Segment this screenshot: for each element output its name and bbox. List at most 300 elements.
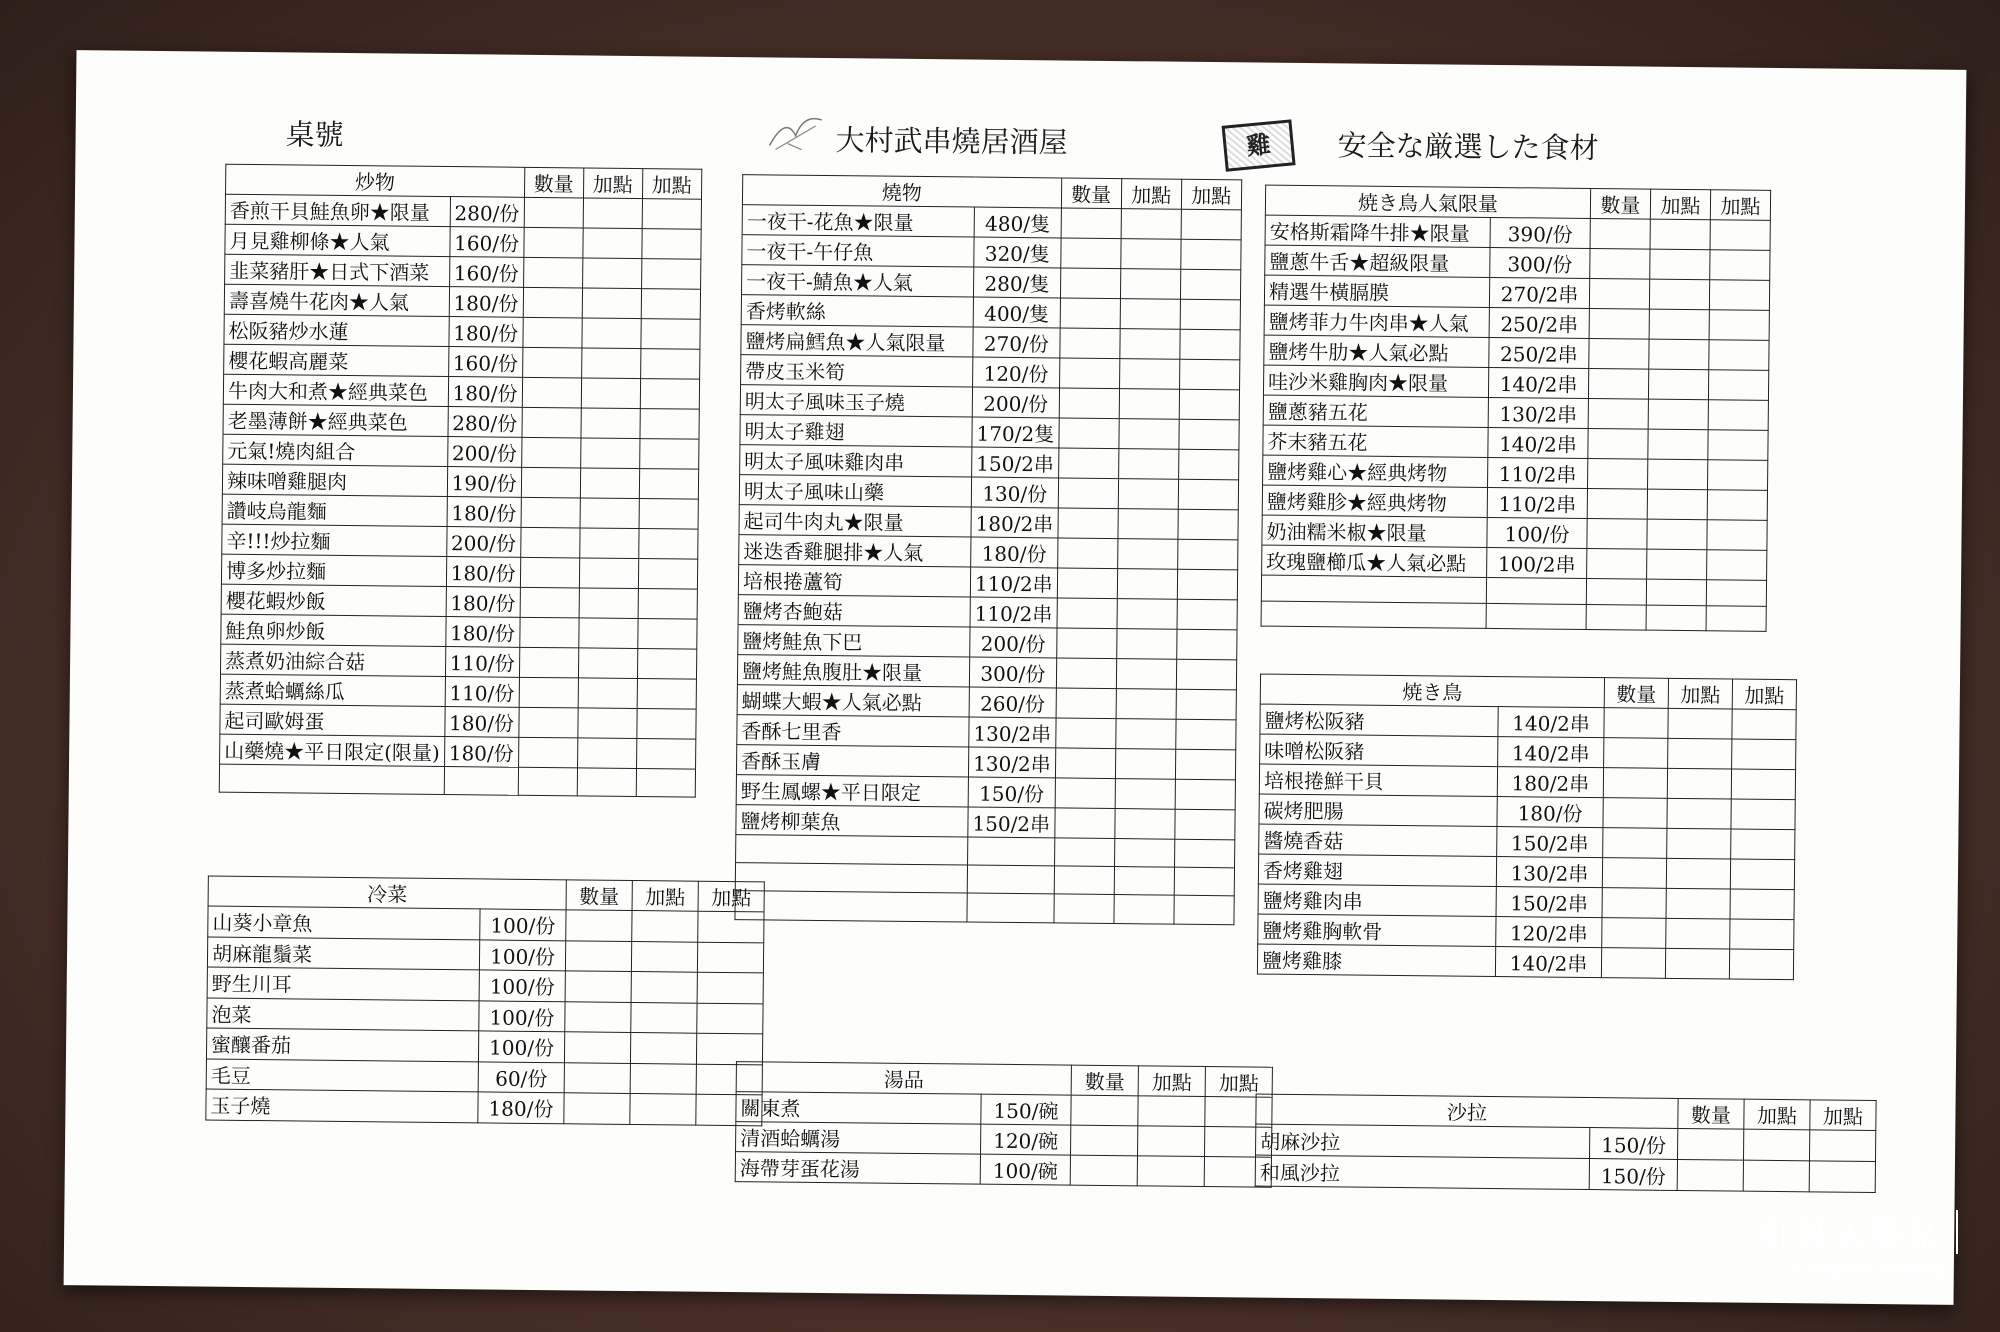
warning-triangle-icon: ⚠ bbox=[1788, 1260, 1804, 1280]
menu-item-row bbox=[221, 554, 697, 589]
quantity-cell[interactable] bbox=[565, 971, 631, 1002]
menu-item-name: 鹽烤杏鮑菇 bbox=[738, 595, 970, 627]
add-order-cell[interactable] bbox=[1174, 896, 1234, 925]
menu-item-price: 100/份 bbox=[479, 939, 565, 970]
add-order-cell[interactable] bbox=[1707, 550, 1767, 581]
add-order-cell[interactable] bbox=[1647, 489, 1707, 520]
add-order-cell[interactable] bbox=[579, 528, 638, 559]
add-order-cell[interactable] bbox=[636, 739, 695, 770]
add-order-cell[interactable] bbox=[583, 198, 642, 229]
add-order-cell[interactable] bbox=[1175, 779, 1235, 810]
menu-item-price: 400/隻 bbox=[973, 297, 1060, 328]
menu-item-row bbox=[735, 1152, 1271, 1188]
add-order-cell[interactable] bbox=[1116, 689, 1176, 720]
add-order-cell[interactable] bbox=[577, 738, 636, 769]
add-order-cell[interactable] bbox=[1178, 449, 1238, 480]
add-order-cell[interactable] bbox=[1666, 888, 1730, 919]
menu-item-name: 安格斯霜降牛排★限量 bbox=[1265, 215, 1490, 247]
add-order-cell[interactable] bbox=[1116, 659, 1176, 690]
quantity-cell[interactable] bbox=[1061, 208, 1121, 239]
quantity-cell[interactable] bbox=[524, 197, 583, 228]
add-order-cell[interactable] bbox=[1178, 509, 1238, 540]
menu-item-row bbox=[739, 475, 1238, 510]
add-order-cell[interactable] bbox=[1121, 209, 1181, 240]
quantity-cell[interactable] bbox=[1054, 894, 1114, 923]
add-order-cell[interactable] bbox=[1668, 708, 1732, 739]
quantity-cell[interactable] bbox=[1604, 708, 1668, 739]
add-order-cell[interactable] bbox=[1731, 799, 1795, 830]
menu-item-name: 毛豆 bbox=[206, 1059, 478, 1092]
add-order-column-header: 加點 bbox=[1732, 679, 1796, 710]
add-order-cell[interactable] bbox=[1180, 239, 1240, 270]
quantity-cell[interactable] bbox=[1590, 218, 1650, 249]
add-order-cell[interactable] bbox=[631, 1002, 697, 1033]
quantity-cell[interactable] bbox=[522, 347, 581, 378]
quantity-cell[interactable] bbox=[1588, 368, 1648, 399]
add-order-cell[interactable] bbox=[639, 469, 698, 500]
add-order-cell[interactable] bbox=[639, 499, 698, 530]
add-order-cell[interactable] bbox=[1667, 798, 1731, 829]
quantity-cell[interactable] bbox=[1060, 298, 1120, 329]
quantity-cell[interactable] bbox=[1055, 778, 1115, 809]
quantity-cell[interactable] bbox=[1586, 604, 1646, 630]
menu-item-price: 150/2串 bbox=[968, 807, 1055, 838]
add-order-cell[interactable] bbox=[1743, 1160, 1809, 1192]
add-order-cell[interactable] bbox=[581, 378, 640, 409]
add-order-cell[interactable] bbox=[579, 588, 638, 619]
quantity-cell[interactable] bbox=[1588, 398, 1648, 429]
add-order-cell[interactable] bbox=[1709, 280, 1769, 311]
add-order-cell[interactable] bbox=[1708, 460, 1768, 491]
add-order-cell[interactable] bbox=[1709, 340, 1769, 371]
menu-item-price: 180/份 bbox=[444, 707, 518, 738]
menu-item-price: 130/份 bbox=[971, 477, 1058, 508]
quantity-cell[interactable] bbox=[1054, 808, 1114, 839]
section-title: 燒物 bbox=[742, 175, 1061, 208]
add-order-cell[interactable] bbox=[1138, 1096, 1205, 1127]
quantity-cell[interactable] bbox=[1589, 278, 1649, 309]
add-order-cell[interactable] bbox=[1708, 400, 1768, 431]
add-order-cell[interactable] bbox=[640, 319, 699, 350]
quantity-cell[interactable] bbox=[1057, 598, 1117, 629]
add-order-cell[interactable] bbox=[582, 228, 641, 259]
menu-item-name: 鹽烤雞膝 bbox=[1257, 944, 1495, 976]
quantity-cell[interactable] bbox=[1058, 448, 1118, 479]
menu-item-price: 270/份 bbox=[973, 327, 1060, 358]
add-order-cell[interactable] bbox=[1137, 1156, 1204, 1187]
add-order-cell[interactable] bbox=[1710, 220, 1770, 251]
add-order-cell[interactable] bbox=[1176, 659, 1236, 690]
quantity-cell[interactable] bbox=[523, 287, 582, 318]
add-order-cell[interactable] bbox=[631, 971, 697, 1002]
add-order-cell[interactable] bbox=[1706, 580, 1766, 606]
quantity-cell[interactable] bbox=[1602, 888, 1666, 919]
add-order-cell[interactable] bbox=[1119, 419, 1179, 450]
add-order-cell[interactable] bbox=[630, 1093, 696, 1124]
quantity-cell[interactable] bbox=[521, 497, 580, 528]
add-order-cell[interactable] bbox=[1668, 738, 1732, 769]
menu-item-row bbox=[736, 745, 1235, 780]
quantity-cell[interactable] bbox=[1603, 798, 1667, 829]
add-order-cell[interactable] bbox=[638, 589, 697, 620]
quantity-cell[interactable] bbox=[1589, 308, 1649, 339]
quantity-cell[interactable] bbox=[519, 677, 578, 708]
add-order-cell[interactable] bbox=[1120, 269, 1180, 300]
add-order-cell[interactable] bbox=[1708, 430, 1768, 461]
add-order-cell[interactable] bbox=[639, 439, 698, 470]
quantity-cell[interactable] bbox=[566, 910, 632, 941]
add-order-cell[interactable] bbox=[697, 942, 763, 973]
add-order-cell[interactable] bbox=[1177, 569, 1237, 600]
menu-item-price: 260/份 bbox=[969, 687, 1056, 718]
menu-item-price: 320/隻 bbox=[974, 237, 1061, 268]
quantity-cell[interactable] bbox=[522, 377, 581, 408]
menu-item-name: 一夜干-花魚★限量 bbox=[742, 205, 974, 237]
quantity-cell[interactable] bbox=[1058, 508, 1118, 539]
menu-item-row bbox=[1257, 944, 1793, 980]
add-order-cell[interactable] bbox=[1710, 250, 1770, 281]
quantity-cell[interactable] bbox=[520, 557, 579, 588]
add-order-cell[interactable] bbox=[1118, 479, 1178, 510]
add-order-cell[interactable] bbox=[1118, 449, 1178, 480]
menu-item-row bbox=[225, 194, 701, 229]
add-order-cell[interactable] bbox=[631, 941, 697, 972]
add-order-cell[interactable] bbox=[1649, 309, 1709, 340]
quantity-cell[interactable] bbox=[1071, 1125, 1138, 1156]
menu-item-name: 鹽烤柳葉魚 bbox=[736, 805, 968, 837]
add-order-cell[interactable] bbox=[582, 288, 641, 319]
menu-item-row bbox=[220, 644, 696, 679]
add-order-cell[interactable] bbox=[640, 379, 699, 410]
add-order-cell[interactable] bbox=[1175, 719, 1235, 750]
add-order-cell[interactable] bbox=[1115, 749, 1175, 780]
add-order-cell[interactable] bbox=[582, 258, 641, 289]
quantity-cell[interactable] bbox=[1059, 358, 1119, 389]
add-order-cell[interactable] bbox=[578, 618, 637, 649]
quantity-cell[interactable] bbox=[518, 767, 577, 796]
add-order-cell[interactable] bbox=[581, 318, 640, 349]
add-order-cell[interactable] bbox=[1731, 769, 1795, 800]
add-order-cell[interactable] bbox=[1179, 359, 1239, 390]
add-order-cell[interactable] bbox=[640, 409, 699, 440]
add-order-cell[interactable] bbox=[1666, 858, 1730, 889]
add-order-column-header: 加點 bbox=[1138, 1066, 1205, 1097]
add-order-cell[interactable] bbox=[640, 349, 699, 380]
add-order-cell[interactable] bbox=[1115, 719, 1175, 750]
add-order-cell[interactable] bbox=[1729, 949, 1793, 980]
add-order-cell[interactable] bbox=[1179, 389, 1239, 420]
menu-item-name: 起司牛肉丸★限量 bbox=[739, 505, 971, 537]
add-order-cell[interactable] bbox=[1648, 399, 1708, 430]
add-order-cell[interactable] bbox=[577, 708, 636, 739]
add-order-cell[interactable] bbox=[1706, 605, 1766, 631]
add-order-cell[interactable] bbox=[1707, 520, 1767, 551]
menu-item-row bbox=[1262, 545, 1767, 580]
add-order-cell[interactable] bbox=[581, 348, 640, 379]
add-order-cell[interactable] bbox=[1118, 509, 1178, 540]
add-order-cell[interactable] bbox=[1650, 249, 1710, 280]
menu-item-name bbox=[1261, 601, 1486, 629]
add-order-cell[interactable] bbox=[1180, 299, 1240, 330]
quantity-cell[interactable] bbox=[1603, 828, 1667, 859]
add-order-cell[interactable] bbox=[1732, 739, 1796, 770]
add-order-cell[interactable] bbox=[1649, 339, 1709, 370]
add-order-cell[interactable] bbox=[1119, 329, 1179, 360]
quantity-cell[interactable] bbox=[518, 737, 577, 768]
add-order-cell[interactable] bbox=[636, 769, 695, 798]
add-order-cell[interactable] bbox=[1177, 539, 1237, 570]
menu-item-row bbox=[738, 595, 1237, 630]
menu-item-name: 海帶芽蛋花湯 bbox=[735, 1152, 980, 1185]
menu-item-row bbox=[739, 535, 1238, 570]
menu-item-price: 180/份 bbox=[447, 497, 521, 528]
add-order-cell[interactable] bbox=[637, 649, 696, 680]
add-order-cell[interactable] bbox=[1646, 579, 1706, 605]
menu-item-price: 110/份 bbox=[445, 677, 519, 708]
quantity-cell[interactable] bbox=[1056, 628, 1116, 659]
quantity-cell[interactable] bbox=[1588, 428, 1648, 459]
add-order-cell[interactable] bbox=[1120, 299, 1180, 330]
menu-item-name: 明太子風味雞肉串 bbox=[740, 445, 972, 477]
quantity-cell[interactable] bbox=[564, 1032, 630, 1063]
menu-item-name: 明太子風味玉子燒 bbox=[740, 385, 972, 417]
quantity-cell[interactable] bbox=[522, 407, 581, 438]
add-order-cell[interactable] bbox=[638, 559, 697, 590]
add-order-cell[interactable] bbox=[1179, 329, 1239, 360]
quantity-cell[interactable] bbox=[1586, 578, 1646, 604]
add-order-cell[interactable] bbox=[1665, 948, 1729, 979]
quantity-cell[interactable] bbox=[523, 227, 582, 258]
quantity-cell[interactable] bbox=[519, 647, 578, 678]
add-order-cell[interactable] bbox=[1119, 389, 1179, 420]
quantity-cell[interactable] bbox=[520, 527, 579, 558]
add-order-cell[interactable] bbox=[1114, 809, 1174, 840]
quantity-cell[interactable] bbox=[1603, 768, 1667, 799]
add-order-cell[interactable] bbox=[1177, 599, 1237, 630]
add-order-cell[interactable] bbox=[1809, 1161, 1875, 1193]
menu-item-name: 辛!!!炒拉麵 bbox=[222, 524, 447, 556]
quantity-cell[interactable] bbox=[1601, 948, 1665, 979]
quantity-cell[interactable] bbox=[522, 317, 581, 348]
add-order-cell[interactable] bbox=[1119, 359, 1179, 390]
add-order-cell[interactable] bbox=[1117, 569, 1177, 600]
add-order-cell[interactable] bbox=[1646, 605, 1706, 631]
menu-item-price bbox=[1486, 603, 1586, 630]
quantity-cell[interactable] bbox=[1587, 488, 1647, 519]
add-order-cell[interactable] bbox=[1181, 209, 1241, 240]
add-order-cell[interactable] bbox=[1647, 519, 1707, 550]
quantity-cell[interactable] bbox=[520, 587, 579, 618]
quantity-cell[interactable] bbox=[1054, 838, 1114, 867]
add-order-cell[interactable] bbox=[1114, 867, 1174, 896]
add-order-column-header: 加點 bbox=[1744, 1099, 1810, 1130]
add-order-cell[interactable] bbox=[636, 709, 695, 740]
menu-item-price: 160/份 bbox=[448, 347, 522, 378]
add-order-cell[interactable] bbox=[637, 619, 696, 650]
add-order-cell[interactable] bbox=[697, 1003, 763, 1034]
menu-item-price: 140/2串 bbox=[1498, 707, 1604, 738]
add-order-cell[interactable] bbox=[1180, 269, 1240, 300]
add-order-cell[interactable] bbox=[1176, 629, 1236, 660]
quantity-cell[interactable] bbox=[1059, 388, 1119, 419]
add-order-cell[interactable] bbox=[1650, 219, 1710, 250]
menu-item-row bbox=[222, 494, 698, 529]
quantity-cell[interactable] bbox=[1057, 538, 1117, 569]
add-order-cell[interactable] bbox=[1730, 859, 1794, 890]
add-order-cell[interactable] bbox=[630, 1063, 696, 1094]
quantity-column-header: 數量 bbox=[1061, 178, 1121, 209]
menu-item-name: 蒸煮奶油綜合菇 bbox=[220, 644, 445, 676]
menu-item-name bbox=[1261, 575, 1486, 603]
add-order-column-header: 加點 bbox=[1205, 1067, 1272, 1098]
menu-item-price: 60/份 bbox=[478, 1061, 564, 1092]
add-order-cell[interactable] bbox=[1648, 369, 1708, 400]
menu-item-name: 辣味噌雞腿肉 bbox=[222, 464, 447, 496]
add-order-cell[interactable] bbox=[1667, 828, 1731, 859]
menu-item-price: 110/2串 bbox=[970, 597, 1057, 628]
add-order-cell[interactable] bbox=[580, 438, 639, 469]
quantity-cell[interactable] bbox=[521, 437, 580, 468]
quantity-cell[interactable] bbox=[1060, 268, 1120, 299]
add-order-cell[interactable] bbox=[1730, 919, 1794, 950]
quantity-cell[interactable] bbox=[1055, 718, 1115, 749]
quantity-cell[interactable] bbox=[1677, 1128, 1743, 1160]
add-order-cell[interactable] bbox=[1178, 479, 1238, 510]
add-order-cell[interactable] bbox=[579, 558, 638, 589]
quantity-cell[interactable] bbox=[1587, 548, 1647, 579]
quantity-cell[interactable] bbox=[565, 1001, 631, 1032]
quantity-cell[interactable] bbox=[564, 1062, 630, 1093]
quantity-cell[interactable] bbox=[1070, 1155, 1137, 1186]
add-order-cell[interactable] bbox=[1648, 429, 1708, 460]
add-order-cell[interactable] bbox=[1730, 889, 1794, 920]
menu-item-row bbox=[738, 625, 1237, 660]
add-order-cell[interactable] bbox=[642, 199, 701, 230]
menu-item-row bbox=[1263, 425, 1768, 460]
add-order-cell[interactable] bbox=[1175, 749, 1235, 780]
quantity-cell[interactable] bbox=[1677, 1159, 1743, 1191]
menu-item-row bbox=[736, 805, 1235, 840]
quantity-cell[interactable] bbox=[519, 617, 578, 648]
add-order-cell[interactable] bbox=[696, 1033, 762, 1064]
menu-item-price: 170/2隻 bbox=[972, 417, 1059, 448]
add-order-cell[interactable] bbox=[1117, 539, 1177, 570]
quantity-cell[interactable] bbox=[521, 467, 580, 498]
quantity-cell[interactable] bbox=[518, 707, 577, 738]
yakitori-table bbox=[1257, 674, 1797, 981]
menu-item-name: 博多炒拉麵 bbox=[221, 554, 446, 586]
add-order-cell[interactable] bbox=[1707, 490, 1767, 521]
watermark-title: 軒軒去哪兒 bbox=[1762, 1210, 1958, 1254]
add-order-cell[interactable] bbox=[1732, 709, 1796, 740]
add-order-cell[interactable] bbox=[637, 679, 696, 710]
add-order-cell[interactable] bbox=[1649, 279, 1709, 310]
add-order-cell[interactable] bbox=[1179, 419, 1239, 450]
menu-item-price: 300/份 bbox=[969, 657, 1056, 688]
add-order-cell[interactable] bbox=[1708, 370, 1768, 401]
quantity-cell[interactable] bbox=[1604, 738, 1668, 769]
menu-item-row bbox=[741, 355, 1240, 390]
add-order-cell[interactable] bbox=[1666, 918, 1730, 949]
add-order-cell[interactable] bbox=[697, 972, 763, 1003]
add-order-cell[interactable] bbox=[1809, 1130, 1875, 1162]
quantity-cell[interactable] bbox=[1057, 568, 1117, 599]
add-order-cell[interactable] bbox=[641, 289, 700, 320]
menu-item-name: 韭菜豬肝★日式下酒菜 bbox=[225, 254, 450, 286]
menu-item-price: 280/份 bbox=[450, 197, 524, 228]
menu-item-price: 200/份 bbox=[447, 437, 521, 468]
quantity-cell[interactable] bbox=[1059, 328, 1119, 359]
quantity-cell[interactable] bbox=[1590, 248, 1650, 279]
quantity-cell[interactable] bbox=[1056, 688, 1116, 719]
add-order-cell[interactable] bbox=[578, 648, 637, 679]
add-order-cell[interactable] bbox=[578, 678, 637, 709]
add-order-cell[interactable] bbox=[1731, 829, 1795, 860]
menu-item-price: 300/份 bbox=[1490, 247, 1590, 278]
quantity-cell[interactable] bbox=[1055, 748, 1115, 779]
add-order-cell[interactable] bbox=[1115, 779, 1175, 810]
quantity-cell[interactable] bbox=[1587, 518, 1647, 549]
menu-item-price: 180/2串 bbox=[1497, 767, 1603, 798]
menu-item-name: 鹽烤鮭魚腹肚★限量 bbox=[737, 655, 969, 687]
add-order-cell[interactable] bbox=[1116, 629, 1176, 660]
quantity-cell[interactable] bbox=[564, 1093, 630, 1124]
add-order-cell[interactable] bbox=[1176, 689, 1236, 720]
menu-item-row bbox=[737, 685, 1236, 720]
add-order-cell[interactable] bbox=[1647, 549, 1707, 580]
add-order-cell[interactable] bbox=[1709, 310, 1769, 341]
add-order-cell[interactable] bbox=[641, 229, 700, 260]
menu-item-name: 起司歐姆蛋 bbox=[220, 704, 445, 736]
add-order-cell[interactable] bbox=[1137, 1126, 1204, 1157]
quantity-cell[interactable] bbox=[1058, 478, 1118, 509]
quantity-cell[interactable] bbox=[1602, 858, 1666, 889]
add-order-cell[interactable] bbox=[1174, 809, 1234, 840]
add-order-cell[interactable] bbox=[632, 911, 698, 942]
add-order-cell[interactable] bbox=[1114, 895, 1174, 924]
add-order-cell[interactable] bbox=[577, 768, 636, 797]
quantity-cell[interactable] bbox=[1589, 338, 1649, 369]
add-order-cell[interactable] bbox=[1120, 239, 1180, 270]
add-order-cell[interactable] bbox=[580, 468, 639, 499]
quantity-cell[interactable] bbox=[1059, 418, 1119, 449]
add-order-cell[interactable] bbox=[1117, 599, 1177, 630]
quantity-cell[interactable] bbox=[1060, 238, 1120, 269]
quantity-cell[interactable] bbox=[1056, 658, 1116, 689]
add-order-cell[interactable] bbox=[641, 259, 700, 290]
menu-item-name: 玉子燒 bbox=[206, 1089, 478, 1122]
add-order-cell[interactable] bbox=[638, 529, 697, 560]
quantity-cell[interactable] bbox=[1588, 458, 1648, 489]
add-order-cell[interactable] bbox=[581, 408, 640, 439]
menu-item-row bbox=[220, 674, 696, 709]
quantity-cell[interactable] bbox=[1054, 866, 1114, 895]
add-order-cell[interactable] bbox=[1648, 459, 1708, 490]
quantity-cell[interactable] bbox=[523, 257, 582, 288]
add-order-cell[interactable] bbox=[1667, 768, 1731, 799]
grilled-table bbox=[734, 174, 1241, 925]
add-order-cell[interactable] bbox=[1743, 1129, 1809, 1161]
add-order-cell[interactable] bbox=[1114, 839, 1174, 868]
menu-item-name: 牛肉大和煮★經典菜色 bbox=[223, 374, 448, 406]
quantity-cell[interactable] bbox=[565, 940, 631, 971]
add-order-cell[interactable] bbox=[1174, 867, 1234, 896]
add-order-cell[interactable] bbox=[580, 498, 639, 529]
add-order-cell[interactable] bbox=[1174, 839, 1234, 868]
quantity-cell[interactable] bbox=[1602, 918, 1666, 949]
quantity-cell[interactable] bbox=[1071, 1095, 1138, 1126]
add-order-cell[interactable] bbox=[630, 1032, 696, 1063]
